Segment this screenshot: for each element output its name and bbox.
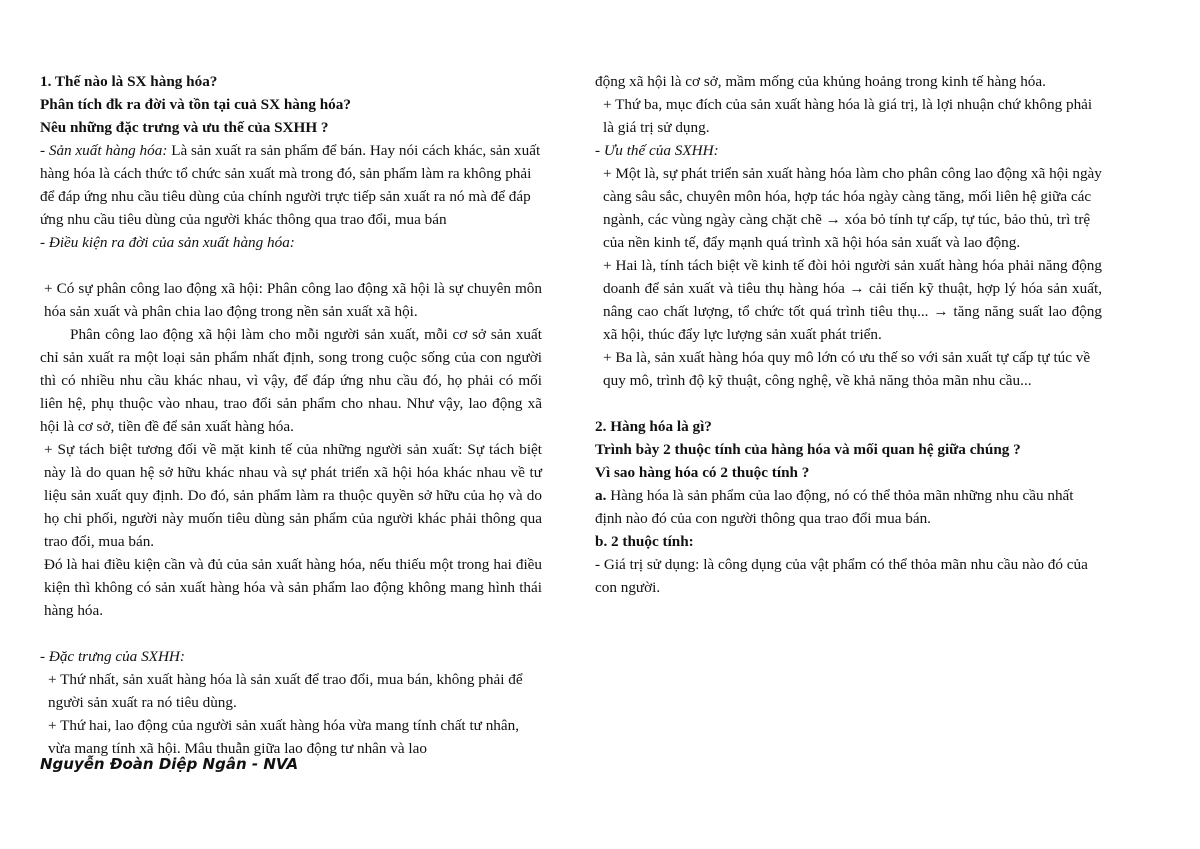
condition-2: + Sự tách biệt tương đối về mặt kinh tế của những người sản xuất: Sự tách biệt này là do quan hệ sở hữu khác nhau và sự phát triển xã hội hóa khác nhau về tư liệu sản xuất quy định. Do đó, sản phẩm làm ra thuộc quyền sở hữu của họ và do họ chi phối, người này muốn tiêu dùng sản phẩm của người khác phải thông qua trao đổi, mua bán. (44, 441, 542, 550)
feature-2: + Thứ hai, lao động của người sản xuất hàng hóa vừa mang tính chất tư nhân, vừa mang tính xã hội. Mâu thuẫn giữa lao động tư nhân và lao (48, 717, 520, 757)
advantage-2: + Hai là, tính tách biệt về kinh tế đòi hỏi người sản xuất hàng hóa phải năng động doanh để sản xuất và tiêu thụ hàng hóa → cải tiến kỹ thuật, hợp lý hóa sản xuất, nâng cao chất lượng, tổ chức tốt quá trình tiêu thụ... → tăng năng suất lao động xã hội, thúc đẩy lực lượng sản xuất phát triển. (603, 257, 1102, 343)
right-column (595, 70, 1102, 599)
definition-text: Là sản xuất ra sản phẩm để bán. Hay nói cách khác, sản xuất hàng hóa là cách thức tổ chức sản xuất mà trong đó, sản phẩm làm ra không phải để đáp ứng nhu cầu tiêu dùng của chính người trực tiếp sản xuất ra nó mà để đáp ứng nhu cầu tiêu dùng của người khác thông qua trao đổi, mua bán (40, 142, 541, 228)
left-column (40, 70, 542, 760)
section-2-question-2: Trình bày 2 thuộc tính của hàng hóa và mối quan hệ giữa chúng ? (595, 441, 1021, 458)
feature-2-continued: động xã hội là cơ sở, mầm mống của khủng hoảng trong kinh tế hàng hóa. (595, 73, 1046, 90)
feature-3: + Thứ ba, mục đích của sản xuất hàng hóa là giá trị, là lợi nhuận chứ không phải là giá trị sử dụng. (603, 96, 1093, 136)
section-2-question-3: Vì sao hàng hóa có 2 thuộc tính ? (595, 464, 810, 481)
condition-1: + Có sự phân công lao động xã hội: Phân công lao động xã hội là sự chuyên môn hóa sản xuất và phân chia lao động trong nền sản xuất xã hội. (44, 280, 542, 320)
condition-1-detail: Phân công lao động xã hội làm cho mỗi người sản xuất, mỗi cơ sở sản xuất chỉ sản xuất ra một loại sản phẩm nhất định, song trong cuộc sống của con người thì có nhiều nhu cầu khác nhau, vì vậy, để đáp ứng nhu cầu đó, họ phải có mối liên hệ, phụ thuộc vào nhau, trao đổi sản phẩm cho nhau. Như vậy, lao động xã hội là cơ sở, tiền đề để sản xuất hàng hóa. (40, 326, 542, 435)
feature-1: + Thứ nhất, sản xuất hàng hóa là sản xuất để trao đổi, mua bán, không phải để người sản xuất ra nó tiêu dùng. (48, 671, 523, 711)
answer-b-label: b. 2 thuộc tính: (595, 533, 694, 550)
spacer (40, 622, 542, 645)
features-label: - Đặc trưng của SXHH: (40, 648, 185, 665)
answer-a-text: Hàng hóa là sản phẩm của lao động, nó có thể thỏa mãn những nhu cầu nhất định nào đó của con người thông qua trao đổi mua bán. (595, 487, 1074, 527)
section-1-heading: 1. Thế nào là SX hàng hóa? (40, 73, 218, 90)
section-2-heading: 2. Hàng hóa là gì? (595, 418, 712, 435)
use-value-paragraph: - Giá trị sử dụng: là công dụng của vật phẩm có thể thỏa mãn nhu cầu nào đó của con người. (595, 556, 1088, 596)
answer-a-label: a. (595, 487, 607, 504)
answer-a (595, 484, 1102, 530)
definition-label: - Sản xuất hàng hóa: (40, 142, 168, 159)
spacer (595, 392, 1102, 415)
conditions-summary: Đó là hai điều kiện cần và đủ của sản xuất hàng hóa, nếu thiếu một trong hai điều kiện thì không có sản xuất hàng hóa và sản phẩm lao động không mang hình thái hàng hóa. (44, 556, 542, 619)
advantages-label: - Ưu thế của SXHH: (595, 142, 719, 159)
section-1-question-2: Phân tích đk ra đời và tồn tại cuả SX hàng hóa? (40, 96, 351, 113)
advantage-3: + Ba là, sản xuất hàng hóa quy mô lớn có ưu thế so với sản xuất tự cấp tự túc về quy mô, trình độ kỹ thuật, công nghệ, về khả năng thỏa mãn nhu cầu... (603, 349, 1091, 389)
advantage-1: + Một là, sự phát triển sản xuất hàng hóa làm cho phân công lao động xã hội ngày càng sâu sắc, chuyên môn hóa, hợp tác hóa ngày càng tăng, mối liên hệ giữa các ngành, các vùng ngày càng chặt chẽ → xóa bỏ tính tự cấp, tự túc, bảo thủ, trì trệ của nền kinh tế, đẩy mạnh quá trình xã hội hóa sản xuất và lao động. (603, 165, 1102, 251)
spacer (40, 254, 542, 277)
definition-paragraph (40, 139, 542, 231)
section-1-question-3: Nêu những đặc trưng và ưu thế của SXHH ? (40, 119, 329, 136)
conditions-label: - Điều kiện ra đời của sản xuất hàng hóa: (40, 234, 295, 251)
author-footer: Nguyễn Đoàn Diệp Ngân - NVA (40, 755, 299, 773)
